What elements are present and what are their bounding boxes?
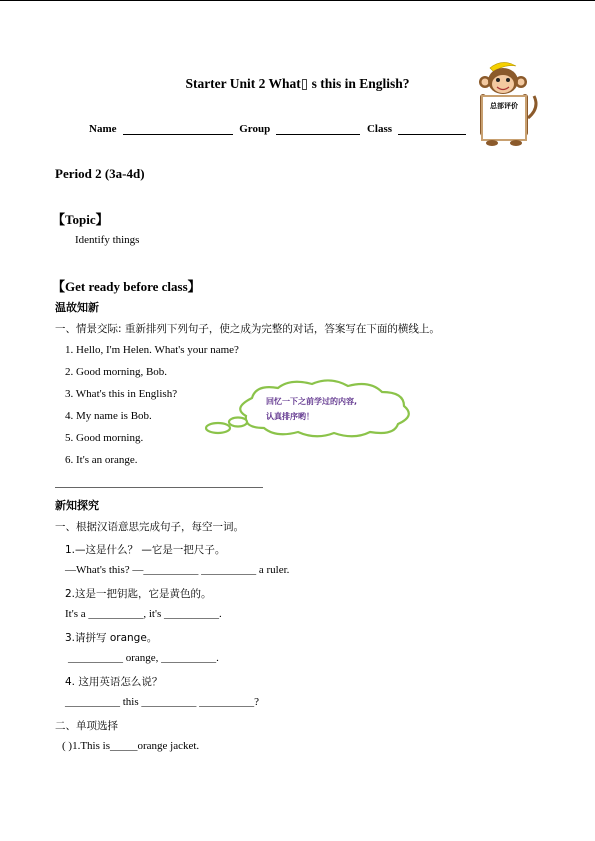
question-cn: 3.请拼写 orange。	[65, 632, 158, 644]
explore-instruction: 一、根据汉语意思完成句子，每空一词。	[55, 521, 244, 533]
group-label: Group	[239, 123, 271, 135]
question-answer[interactable]: __________ orange, __________.	[68, 652, 219, 664]
class-field[interactable]	[398, 122, 466, 135]
period-heading: Period 2 (3a-4d)	[55, 166, 145, 181]
name-label: Name	[89, 123, 117, 135]
choice-title: 二、单项选择	[55, 720, 118, 732]
monkey-badge	[470, 58, 540, 148]
student-info-row	[89, 122, 470, 135]
class-label: Class	[366, 123, 393, 135]
ready-heading: 【Get ready before class】	[52, 279, 201, 294]
group-field[interactable]	[276, 122, 360, 135]
sentence-item: 3. What's this in English?	[65, 388, 178, 400]
review-instruction: 一、情景交际: 重新排列下列句子，使之成为完整的对话，答案写在下面的横线上。	[55, 323, 440, 335]
sentence-item: 1. Hello, I'm Helen. What's your name?	[65, 344, 239, 356]
page-title: Starter Unit 2 What▯ s this in English?	[185, 76, 410, 91]
name-field[interactable]	[123, 122, 233, 135]
question-cn: 1.—这是什么？ —它是一把尺子。	[65, 544, 226, 556]
question-answer[interactable]: __________ this __________ __________?	[65, 696, 260, 708]
cloud-text	[266, 394, 357, 424]
sentence-item: 2. Good morning, Bob.	[65, 366, 168, 378]
monkey-icon	[470, 58, 540, 148]
badge-label: 总部评价	[490, 102, 518, 110]
choice-question[interactable]: ( )1.This is_____orange jacket.	[62, 740, 200, 752]
explore-title: 新知探究	[55, 499, 99, 512]
question-answer[interactable]: It's a __________, it's __________.	[65, 608, 222, 620]
divider	[55, 487, 263, 488]
sentence-item: 6. It's an orange.	[65, 454, 138, 466]
cloud-line: 回忆一下之前学过的内容,	[266, 397, 358, 406]
question-cn: 4. 这用英语怎么说？	[65, 676, 163, 688]
review-title: 温故知新	[55, 301, 99, 314]
top-rule	[0, 0, 595, 1]
thought-cloud	[200, 378, 425, 440]
sentence-item: 5. Good morning.	[65, 432, 144, 444]
topic-text: Identify things	[75, 234, 140, 246]
cloud-line: 认真排序哟！	[266, 412, 314, 421]
topic-heading: 【Topic】	[52, 212, 109, 227]
question-answer[interactable]: —What's this? —__________ __________ a ruler.	[65, 564, 290, 576]
sentence-item: 4. My name is Bob.	[65, 410, 152, 422]
question-cn: 2.这是一把钥匙，它是黄色的。	[65, 588, 212, 600]
